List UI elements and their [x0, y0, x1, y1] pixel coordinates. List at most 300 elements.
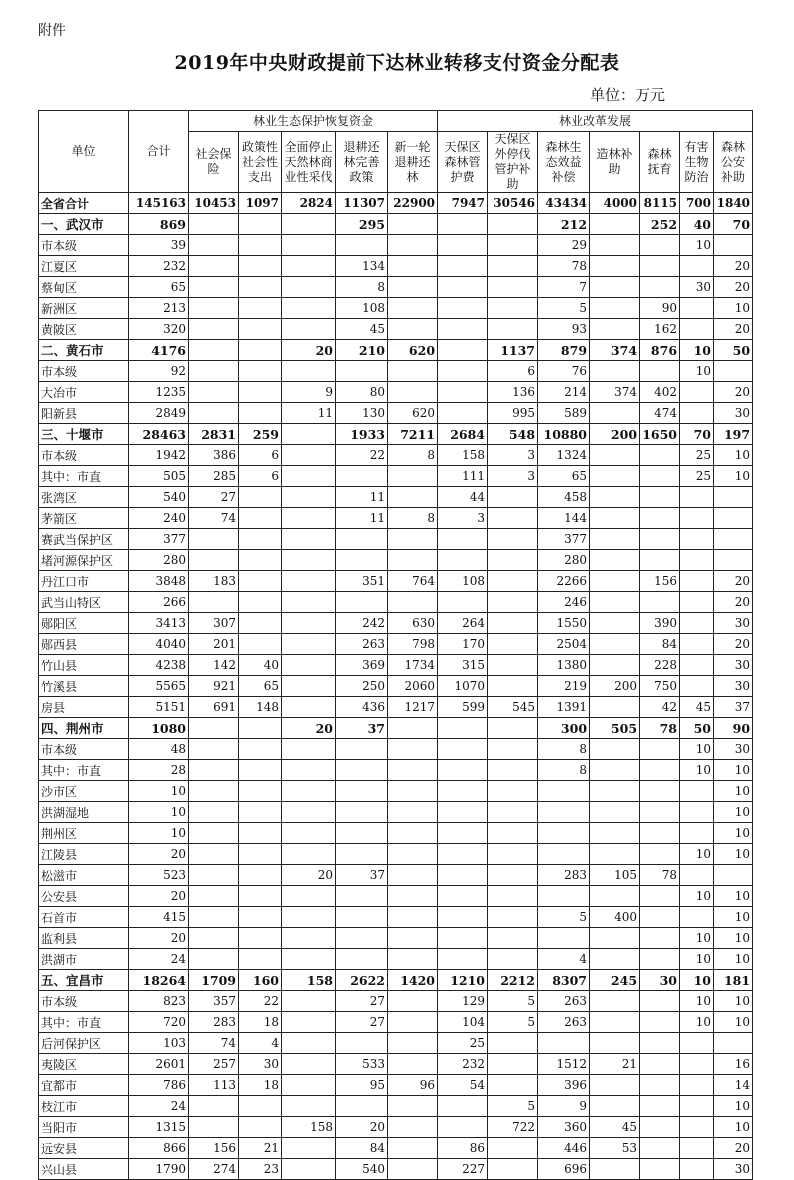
cell-value: 30546: [488, 193, 538, 214]
cell-value: 200: [590, 676, 640, 697]
cell-value: 8307: [538, 970, 590, 991]
cell-value: [680, 487, 714, 508]
cell-value: [714, 1033, 753, 1054]
row-unit-name: 其中：市直: [39, 1012, 129, 1033]
cell-value: 92: [129, 361, 189, 382]
row-unit-name: 一、武汉市: [39, 214, 129, 235]
table-row: [39, 760, 753, 781]
cell-value: [282, 739, 336, 760]
cell-value: 20: [336, 1117, 388, 1138]
cell-value: 390: [640, 613, 680, 634]
cell-value: 30: [714, 1159, 753, 1180]
cell-value: 700: [680, 193, 714, 214]
cell-value: 6: [239, 445, 282, 466]
cell-value: [336, 949, 388, 970]
cell-value: [680, 550, 714, 571]
cell-value: 40: [680, 214, 714, 235]
cell-value: 10: [129, 823, 189, 844]
cell-value: 1324: [538, 445, 590, 466]
cell-value: 2504: [538, 634, 590, 655]
cell-value: [282, 802, 336, 823]
cell-value: [488, 298, 538, 319]
cell-value: 10: [714, 1117, 753, 1138]
cell-value: [590, 991, 640, 1012]
cell-value: [282, 508, 336, 529]
cell-value: [189, 256, 239, 277]
cell-value: 630: [388, 613, 438, 634]
cell-value: 300: [538, 718, 590, 739]
cell-value: 10: [129, 802, 189, 823]
allocation-table: [38, 110, 753, 1180]
cell-value: 320: [129, 319, 189, 340]
cell-value: 22: [336, 445, 388, 466]
cell-value: 76: [538, 361, 590, 382]
cell-value: [488, 508, 538, 529]
row-unit-name: 石首市: [39, 907, 129, 928]
cell-value: 823: [129, 991, 189, 1012]
cell-value: [640, 1033, 680, 1054]
cell-value: [282, 1033, 336, 1054]
cell-value: [590, 781, 640, 802]
cell-value: 111: [438, 466, 488, 487]
row-unit-name: 荆州区: [39, 823, 129, 844]
cell-value: [388, 1138, 438, 1159]
unit-label: 单位：万元: [590, 86, 666, 104]
cell-value: [336, 760, 388, 781]
cell-value: 5565: [129, 676, 189, 697]
table-row: [39, 424, 753, 445]
cell-value: [640, 781, 680, 802]
cell-value: 4040: [129, 634, 189, 655]
cell-value: 214: [538, 382, 590, 403]
cell-value: [680, 1117, 714, 1138]
cell-value: 879: [538, 340, 590, 361]
cell-value: [282, 256, 336, 277]
cell-value: [488, 676, 538, 697]
cell-value: 10: [680, 340, 714, 361]
cell-value: 48: [129, 739, 189, 760]
cell-value: 10: [714, 445, 753, 466]
cell-value: 307: [189, 613, 239, 634]
cell-value: [282, 445, 336, 466]
cell-value: [239, 844, 282, 865]
cell-value: 86: [438, 1138, 488, 1159]
cell-value: [282, 235, 336, 256]
cell-value: 10: [680, 739, 714, 760]
cell-value: 474: [640, 403, 680, 424]
cell-value: 10: [714, 760, 753, 781]
table-row: [39, 277, 753, 298]
row-unit-name: 张湾区: [39, 487, 129, 508]
cell-value: 20: [714, 1138, 753, 1159]
cell-value: [282, 592, 336, 613]
cell-value: [488, 613, 538, 634]
cell-value: [438, 214, 488, 235]
header-col: 有害生物防治: [680, 132, 714, 193]
cell-value: [438, 256, 488, 277]
cell-value: 145163: [129, 193, 189, 214]
cell-value: 599: [438, 697, 488, 718]
cell-value: 14: [714, 1075, 753, 1096]
cell-value: [640, 739, 680, 760]
cell-value: 24: [129, 949, 189, 970]
cell-value: 27: [336, 1012, 388, 1033]
cell-value: [388, 823, 438, 844]
table-row: [39, 1012, 753, 1033]
cell-value: [590, 466, 640, 487]
table-row: [39, 739, 753, 760]
cell-value: [189, 403, 239, 424]
cell-value: [438, 760, 488, 781]
cell-value: 505: [129, 466, 189, 487]
cell-value: [388, 907, 438, 928]
cell-value: 2824: [282, 193, 336, 214]
cell-value: [640, 1075, 680, 1096]
cell-value: [680, 1075, 714, 1096]
cell-value: [590, 886, 640, 907]
row-unit-name: 市本级: [39, 361, 129, 382]
cell-value: 10: [714, 1096, 753, 1117]
row-unit-name: 当阳市: [39, 1117, 129, 1138]
cell-value: [282, 991, 336, 1012]
header-col: 森林生态效益补偿: [538, 132, 590, 193]
cell-value: [640, 529, 680, 550]
cell-value: [488, 1054, 538, 1075]
cell-value: [239, 256, 282, 277]
cell-value: [488, 529, 538, 550]
cell-value: 18: [239, 1012, 282, 1033]
cell-value: 250: [336, 676, 388, 697]
cell-value: 396: [538, 1075, 590, 1096]
table-row: [39, 781, 753, 802]
table-row: [39, 613, 753, 634]
cell-value: 227: [438, 1159, 488, 1180]
cell-value: 219: [538, 676, 590, 697]
cell-value: [388, 781, 438, 802]
cell-value: 1210: [438, 970, 488, 991]
row-unit-name: 后河保护区: [39, 1033, 129, 1054]
row-unit-name: 房县: [39, 697, 129, 718]
cell-value: 4176: [129, 340, 189, 361]
cell-value: [714, 865, 753, 886]
cell-value: 10: [680, 886, 714, 907]
cell-value: 691: [189, 697, 239, 718]
cell-value: [640, 256, 680, 277]
cell-value: 10: [680, 1012, 714, 1033]
cell-value: 45: [336, 319, 388, 340]
cell-value: 10: [714, 823, 753, 844]
cell-value: [189, 718, 239, 739]
cell-value: [282, 949, 336, 970]
cell-value: 10: [714, 844, 753, 865]
cell-value: [488, 487, 538, 508]
cell-value: [590, 592, 640, 613]
row-unit-name: 江夏区: [39, 256, 129, 277]
row-unit-name: 竹溪县: [39, 676, 129, 697]
cell-value: [590, 949, 640, 970]
row-unit-name: 竹山县: [39, 655, 129, 676]
cell-value: [239, 949, 282, 970]
header-col: 森林公安补助: [714, 132, 753, 193]
row-unit-name: 新洲区: [39, 298, 129, 319]
cell-value: [438, 235, 488, 256]
cell-value: [189, 802, 239, 823]
cell-value: [680, 403, 714, 424]
cell-value: [336, 781, 388, 802]
cell-value: [590, 613, 640, 634]
cell-value: [282, 1159, 336, 1180]
cell-value: [239, 508, 282, 529]
cell-value: [590, 1033, 640, 1054]
cell-value: [282, 655, 336, 676]
cell-value: [282, 634, 336, 655]
header-total: 合计: [129, 111, 189, 193]
cell-value: [590, 928, 640, 949]
cell-value: [336, 529, 388, 550]
cell-value: [488, 214, 538, 235]
cell-value: 5151: [129, 697, 189, 718]
cell-value: [239, 235, 282, 256]
cell-value: 257: [189, 1054, 239, 1075]
cell-value: [239, 382, 282, 403]
cell-value: 113: [189, 1075, 239, 1096]
cell-value: [590, 256, 640, 277]
row-unit-name: 赛武当保护区: [39, 529, 129, 550]
cell-value: 158: [282, 1117, 336, 1138]
cell-value: 70: [714, 214, 753, 235]
cell-value: [680, 382, 714, 403]
cell-value: [388, 928, 438, 949]
cell-value: 274: [189, 1159, 239, 1180]
cell-value: 142: [189, 655, 239, 676]
cell-value: [538, 781, 590, 802]
row-unit-name: 堵河源保护区: [39, 550, 129, 571]
cell-value: [282, 487, 336, 508]
cell-value: 27: [189, 487, 239, 508]
cell-value: [680, 529, 714, 550]
cell-value: [640, 1054, 680, 1075]
cell-value: [388, 865, 438, 886]
cell-value: [239, 760, 282, 781]
row-unit-name: 公安县: [39, 886, 129, 907]
cell-value: 53: [590, 1138, 640, 1159]
cell-value: 20: [129, 844, 189, 865]
cell-value: [388, 466, 438, 487]
cell-value: 30: [714, 676, 753, 697]
cell-value: 377: [129, 529, 189, 550]
cell-value: 148: [239, 697, 282, 718]
cell-value: [488, 235, 538, 256]
cell-value: [590, 1012, 640, 1033]
table-row: [39, 298, 753, 319]
cell-value: 869: [129, 214, 189, 235]
cell-value: [239, 1096, 282, 1117]
cell-value: 23: [239, 1159, 282, 1180]
table-row: [39, 382, 753, 403]
cell-value: [590, 277, 640, 298]
row-unit-name: 其中：市直: [39, 760, 129, 781]
cell-value: 20: [282, 865, 336, 886]
cell-value: 540: [336, 1159, 388, 1180]
cell-value: [388, 886, 438, 907]
cell-value: [189, 382, 239, 403]
cell-value: 201: [189, 634, 239, 655]
cell-value: [282, 277, 336, 298]
cell-value: [282, 529, 336, 550]
cell-value: [640, 508, 680, 529]
cell-value: [714, 508, 753, 529]
cell-value: [388, 1117, 438, 1138]
cell-value: [590, 508, 640, 529]
cell-value: [336, 550, 388, 571]
table-row: [39, 970, 753, 991]
cell-value: 50: [680, 718, 714, 739]
cell-value: 548: [488, 424, 538, 445]
cell-value: 876: [640, 340, 680, 361]
cell-value: 3: [438, 508, 488, 529]
cell-value: [438, 907, 488, 928]
cell-value: [438, 949, 488, 970]
row-unit-name: 洪湖湿地: [39, 802, 129, 823]
cell-value: 995: [488, 403, 538, 424]
cell-value: [239, 487, 282, 508]
cell-value: 212: [538, 214, 590, 235]
cell-value: [189, 550, 239, 571]
row-unit-name: 沙市区: [39, 781, 129, 802]
cell-value: 750: [640, 676, 680, 697]
cell-value: 181: [714, 970, 753, 991]
cell-value: [239, 571, 282, 592]
cell-value: [189, 340, 239, 361]
cell-value: 213: [129, 298, 189, 319]
cell-value: [388, 1033, 438, 1054]
cell-value: [640, 844, 680, 865]
cell-value: [590, 298, 640, 319]
table-row: [39, 823, 753, 844]
cell-value: 30: [640, 970, 680, 991]
cell-value: [680, 802, 714, 823]
cell-value: [336, 886, 388, 907]
cell-value: 3: [488, 466, 538, 487]
cell-value: 386: [189, 445, 239, 466]
cell-value: [388, 214, 438, 235]
cell-value: [388, 1012, 438, 1033]
cell-value: [336, 235, 388, 256]
cell-value: [189, 928, 239, 949]
cell-value: 1235: [129, 382, 189, 403]
cell-value: 1512: [538, 1054, 590, 1075]
cell-value: [438, 802, 488, 823]
header-col: 天保区外停伐管护补助: [488, 132, 538, 193]
table-row: [39, 529, 753, 550]
cell-value: 1380: [538, 655, 590, 676]
cell-value: 50: [714, 340, 753, 361]
cell-value: 1137: [488, 340, 538, 361]
cell-value: 10: [129, 781, 189, 802]
cell-value: [680, 781, 714, 802]
cell-value: 30: [714, 739, 753, 760]
header-unit: 单位: [39, 111, 129, 193]
cell-value: [282, 844, 336, 865]
cell-value: [189, 361, 239, 382]
cell-value: 3848: [129, 571, 189, 592]
cell-value: 158: [282, 970, 336, 991]
cell-value: 10: [714, 1012, 753, 1033]
cell-value: 2060: [388, 676, 438, 697]
cell-value: 20: [714, 319, 753, 340]
cell-value: [438, 928, 488, 949]
cell-value: 20: [714, 277, 753, 298]
cell-value: 1420: [388, 970, 438, 991]
cell-value: 252: [640, 214, 680, 235]
cell-value: [388, 1159, 438, 1180]
cell-value: [488, 655, 538, 676]
cell-value: 30: [714, 655, 753, 676]
cell-value: 22: [239, 991, 282, 1012]
cell-value: [714, 235, 753, 256]
cell-value: 11: [282, 403, 336, 424]
cell-value: 458: [538, 487, 590, 508]
cell-value: [282, 613, 336, 634]
cell-value: 10: [714, 928, 753, 949]
cell-value: [538, 886, 590, 907]
cell-value: 74: [189, 1033, 239, 1054]
cell-value: 8115: [640, 193, 680, 214]
cell-value: [282, 886, 336, 907]
cell-value: [590, 361, 640, 382]
cell-value: 10: [680, 760, 714, 781]
cell-value: 30: [714, 613, 753, 634]
cell-value: 9: [282, 382, 336, 403]
cell-value: 37: [336, 718, 388, 739]
cell-value: 374: [590, 340, 640, 361]
cell-value: [640, 1117, 680, 1138]
cell-value: 402: [640, 382, 680, 403]
cell-value: 197: [714, 424, 753, 445]
cell-value: [388, 592, 438, 613]
cell-value: 545: [488, 697, 538, 718]
page-title: 2019年中央财政提前下达林业转移支付资金分配表: [174, 52, 620, 74]
cell-value: [336, 823, 388, 844]
cell-value: [282, 697, 336, 718]
cell-value: 280: [538, 550, 590, 571]
cell-value: 3413: [129, 613, 189, 634]
cell-value: 20: [129, 928, 189, 949]
cell-value: 136: [488, 382, 538, 403]
cell-value: 2622: [336, 970, 388, 991]
table-row: [39, 550, 753, 571]
cell-value: [189, 949, 239, 970]
cell-value: 10: [714, 886, 753, 907]
cell-value: [336, 739, 388, 760]
cell-value: 1315: [129, 1117, 189, 1138]
cell-value: [590, 1096, 640, 1117]
cell-value: [640, 802, 680, 823]
cell-value: 25: [680, 445, 714, 466]
cell-value: [640, 823, 680, 844]
cell-value: [640, 487, 680, 508]
cell-value: 11307: [336, 193, 388, 214]
cell-value: [488, 1033, 538, 1054]
cell-value: [239, 592, 282, 613]
header-group-reform: 林业改革发展: [438, 111, 753, 132]
cell-value: 4: [538, 949, 590, 970]
cell-value: [590, 571, 640, 592]
cell-value: 10: [714, 907, 753, 928]
cell-value: [282, 676, 336, 697]
cell-value: [488, 1138, 538, 1159]
cell-value: [388, 529, 438, 550]
